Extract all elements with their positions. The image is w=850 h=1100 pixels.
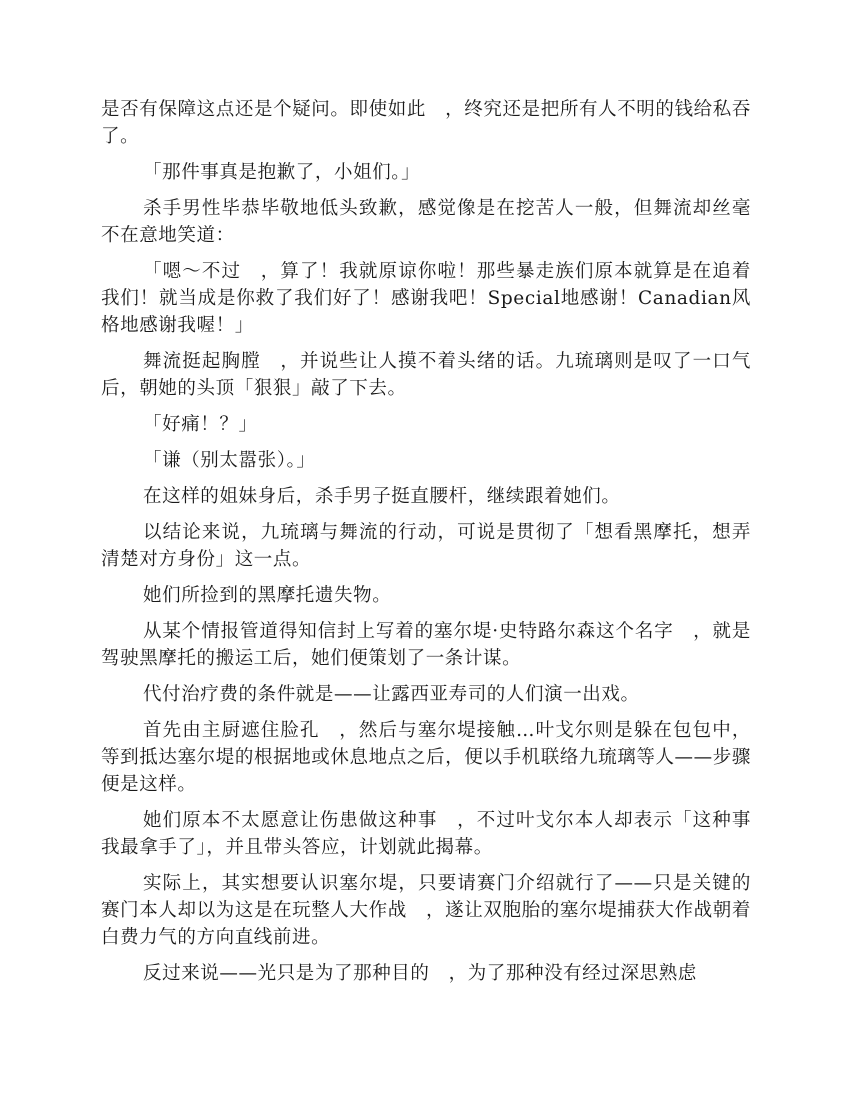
paragraph: 以结论来说，九琉璃与舞流的行动，可说是贯彻了「想看黑摩托，想弄清楚对方身份」这一点。: [101, 522, 751, 570]
paragraph: 「那件事真是抱歉了，小姐们。」: [143, 162, 421, 183]
paragraph: 从某个情报管道得知信封上写着的塞尔堤·史特路尔森这个名字 ，就是驾驶黑摩托的搬运工后，她们便策划了一条计谋。: [101, 621, 751, 669]
paragraph: 反过来说——光只是为了那种目的 ，为了那种没有经过深思熟虑: [143, 963, 697, 984]
paragraph: 「谦（别太嚣张）。」: [143, 450, 316, 471]
paragraph: 是否有保障这点还是个疑问。即使如此 ，终究还是把所有人不明的钱给私吞了。: [101, 99, 751, 147]
paragraph: 「嗯～不过 ，算了！我就原谅你啦！那些暴走族们原本就算是在追着我们！就当成是你救了我们好了！感谢我吧！Special地感谢！Canadian风格地感谢我喔！」: [101, 261, 751, 336]
paragraph: 实际上，其实想要认识塞尔堤，只要请赛门介绍就行了——只是关键的赛门本人却以为这是在玩整人大作战 ，遂让双胞胎的塞尔堤捕获大作战朝着白费力气的方向直线前进。: [101, 873, 751, 948]
paragraph: 杀手男性毕恭毕敬地低头致歉，感觉像是在挖苦人一般，但舞流却丝毫不在意地笑道：: [101, 198, 751, 246]
paragraph: 舞流挺起胸膛 ，并说些让人摸不着头绪的话。九琉璃则是叹了一口气后，朝她的头顶「狠狠」敲了下去。: [101, 351, 751, 399]
body-text: [101, 96, 751, 996]
paragraph: 她们原本不太愿意让伤患做这种事 ，不过叶戈尔本人却表示「这种事我最拿手了」，并且带头答应，计划就此揭幕。: [101, 810, 751, 858]
paragraph: 代付治疗费的条件就是——让露西亚寿司的人们演一出戏。: [143, 684, 640, 705]
paragraph: 在这样的姐妹身后，杀手男子挺直腰杆，继续跟着她们。: [143, 486, 621, 507]
paragraph: 首先由主厨遮住脸孔 ，然后与塞尔堤接触…叶戈尔则是躲在包包中，等到抵达塞尔堤的根据地或休息地点之后，便以手机联络九琉璃等人——步骤便是这样。: [101, 720, 751, 795]
paragraph: 「好痛！？」: [143, 414, 258, 435]
paragraph: 她们所捡到的黑摩托遗失物。: [143, 585, 392, 606]
